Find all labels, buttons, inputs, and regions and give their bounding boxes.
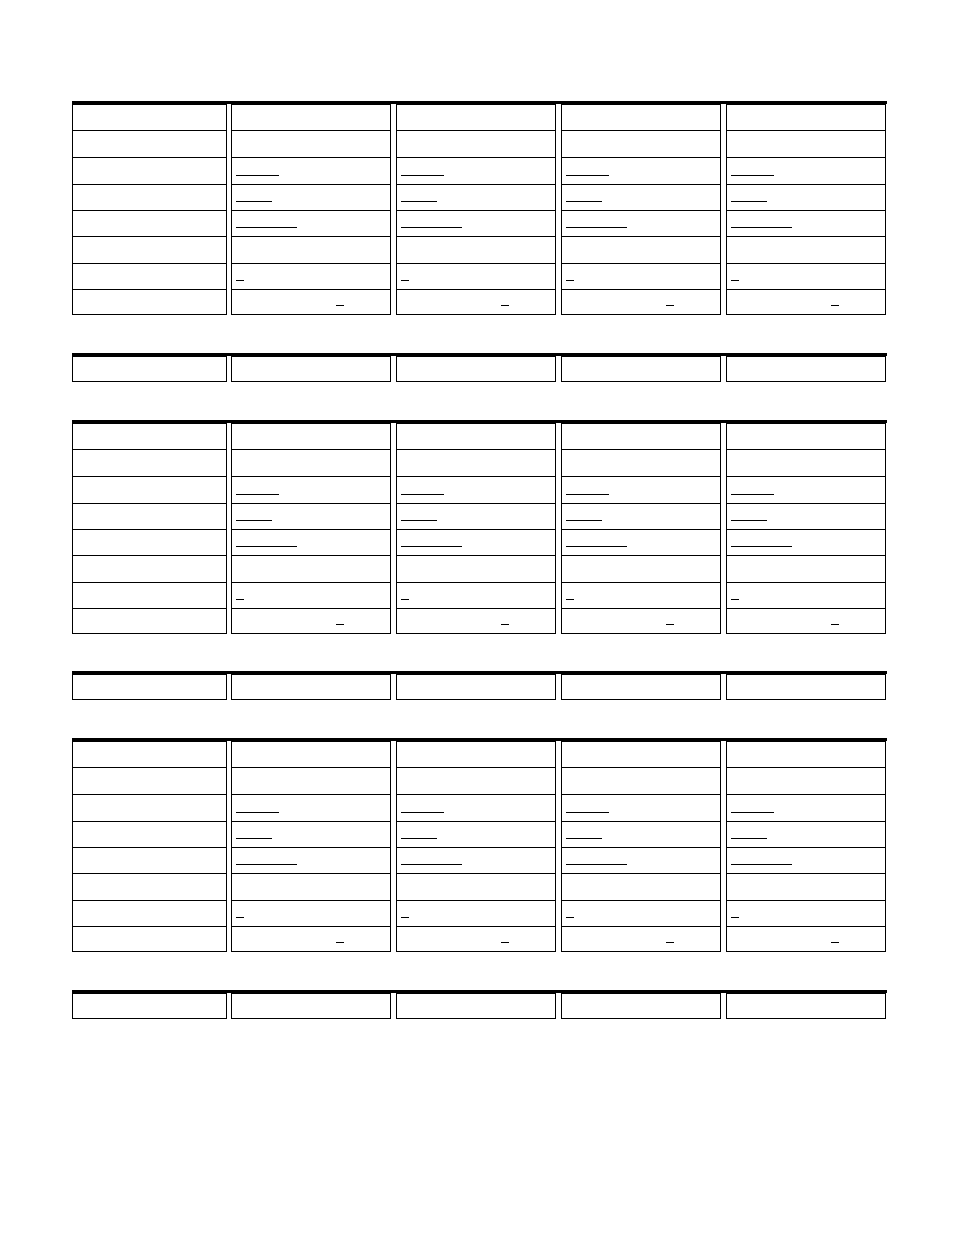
form-field-cell[interactable] (726, 993, 886, 1019)
row-label-cell (72, 130, 227, 158)
form-field-cell[interactable] (396, 821, 556, 848)
form-field-cell[interactable] (396, 130, 556, 158)
row-label-cell (72, 821, 227, 848)
blank-underline (566, 520, 602, 521)
blank-underline (731, 227, 792, 228)
form-field-cell[interactable] (396, 503, 556, 530)
form-field-cell[interactable] (231, 582, 391, 609)
form-field-cell[interactable] (231, 900, 391, 927)
blank-underline (731, 201, 767, 202)
form-field-cell[interactable] (726, 157, 886, 185)
form-field-cell[interactable] (561, 582, 721, 609)
form-field-cell[interactable] (726, 529, 886, 556)
row-label-cell (72, 356, 227, 382)
row-label-cell (72, 555, 227, 583)
form-field-cell[interactable] (726, 900, 886, 927)
blank-underline (236, 227, 297, 228)
form-table (72, 420, 887, 633)
form-table (72, 738, 887, 951)
blank-underline (401, 175, 444, 176)
form-field-cell[interactable] (396, 210, 556, 237)
form-field-cell[interactable] (396, 356, 556, 382)
row-label-cell (72, 767, 227, 795)
form-field-cell[interactable] (561, 476, 721, 504)
blank-underline (401, 520, 437, 521)
blank-underline (336, 305, 344, 306)
form-field-cell[interactable] (396, 794, 556, 822)
form-field-cell[interactable] (561, 263, 721, 290)
form-table (72, 990, 887, 1018)
form-field-cell[interactable] (231, 157, 391, 185)
form-field-cell[interactable] (396, 582, 556, 609)
blank-underline (236, 520, 272, 521)
blank-underline (731, 175, 774, 176)
form-field-cell[interactable] (726, 356, 886, 382)
blank-underline (831, 624, 839, 625)
row-label-cell (72, 449, 227, 477)
blank-underline (566, 599, 574, 600)
form-field-cell[interactable] (561, 130, 721, 158)
row-label-cell (72, 926, 227, 952)
row-label-cell (72, 263, 227, 290)
form-field-cell[interactable] (561, 449, 721, 477)
blank-underline (236, 175, 279, 176)
row-label-cell (72, 582, 227, 609)
form-field-cell[interactable] (561, 767, 721, 795)
form-field-cell[interactable] (726, 184, 886, 211)
blank-underline (501, 942, 509, 943)
form-field-cell[interactable] (561, 608, 721, 634)
blank-underline (401, 812, 444, 813)
form-field-cell[interactable] (561, 423, 721, 450)
blank-underline (236, 917, 244, 918)
form-field-cell[interactable] (231, 104, 391, 131)
blank-underline (401, 599, 409, 600)
form-field-cell[interactable] (231, 608, 391, 634)
form-field-cell[interactable] (726, 582, 886, 609)
form-field-cell[interactable] (726, 873, 886, 901)
blank-underline (501, 305, 509, 306)
form-field-cell[interactable] (231, 210, 391, 237)
form-field-cell[interactable] (231, 926, 391, 952)
form-field-cell[interactable] (231, 503, 391, 530)
row-label-cell (72, 503, 227, 530)
row-label-cell (72, 741, 227, 768)
form-field-cell[interactable] (231, 476, 391, 504)
form-field-cell[interactable] (561, 236, 721, 264)
blank-underline (236, 280, 244, 281)
row-label-cell (72, 847, 227, 874)
row-label-cell (72, 423, 227, 450)
form-field-cell[interactable] (231, 236, 391, 264)
form-field-cell[interactable] (561, 993, 721, 1019)
blank-underline (566, 864, 627, 865)
row-label-cell (72, 157, 227, 185)
form-field-cell[interactable] (396, 608, 556, 634)
form-field-cell[interactable] (726, 741, 886, 768)
form-field-cell[interactable] (396, 104, 556, 131)
blank-underline (731, 838, 767, 839)
form-field-cell[interactable] (231, 289, 391, 315)
blank-underline (501, 624, 509, 625)
form-field-cell[interactable] (396, 449, 556, 477)
form-field-cell[interactable] (561, 794, 721, 822)
blank-underline (566, 280, 574, 281)
blank-underline (566, 838, 602, 839)
form-field-cell[interactable] (396, 157, 556, 185)
form-field-cell[interactable] (726, 130, 886, 158)
blank-underline (236, 812, 279, 813)
blank-underline (401, 280, 409, 281)
form-field-cell[interactable] (396, 847, 556, 874)
blank-underline (401, 917, 409, 918)
blank-underline (566, 546, 627, 547)
blank-underline (401, 201, 437, 202)
form-field-cell[interactable] (396, 289, 556, 315)
form-table (72, 101, 887, 314)
form-field-cell[interactable] (561, 157, 721, 185)
form-field-cell[interactable] (726, 767, 886, 795)
form-field-cell[interactable] (231, 449, 391, 477)
blank-underline (731, 546, 792, 547)
blank-underline (566, 812, 609, 813)
blank-underline (401, 494, 444, 495)
row-label-cell (72, 993, 227, 1019)
blank-underline (566, 917, 574, 918)
form-field-cell[interactable] (561, 741, 721, 768)
row-label-cell (72, 674, 227, 700)
blank-underline (336, 942, 344, 943)
row-label-cell (72, 210, 227, 237)
row-label-cell (72, 794, 227, 822)
form-field-cell[interactable] (726, 555, 886, 583)
form-field-cell[interactable] (396, 263, 556, 290)
form-field-cell[interactable] (396, 555, 556, 583)
row-label-cell (72, 476, 227, 504)
form-field-cell[interactable] (561, 210, 721, 237)
form-field-cell[interactable] (231, 821, 391, 848)
blank-underline (731, 494, 774, 495)
blank-underline (401, 546, 462, 547)
form-field-cell[interactable] (726, 503, 886, 530)
form-field-cell[interactable] (396, 529, 556, 556)
blank-underline (401, 227, 462, 228)
form-field-cell[interactable] (561, 529, 721, 556)
form-field-cell[interactable] (396, 900, 556, 927)
form-field-cell[interactable] (726, 476, 886, 504)
blank-underline (831, 942, 839, 943)
form-field-cell[interactable] (396, 184, 556, 211)
blank-underline (401, 864, 462, 865)
blank-underline (731, 917, 739, 918)
blank-underline (666, 942, 674, 943)
row-label-cell (72, 900, 227, 927)
form-field-cell[interactable] (561, 184, 721, 211)
blank-underline (666, 624, 674, 625)
row-label-cell (72, 608, 227, 634)
form-field-cell[interactable] (396, 423, 556, 450)
form-table (72, 671, 887, 699)
form-field-cell[interactable] (231, 767, 391, 795)
form-field-cell[interactable] (396, 873, 556, 901)
blank-underline (236, 201, 272, 202)
form-field-cell[interactable] (231, 130, 391, 158)
form-field-cell[interactable] (726, 236, 886, 264)
blank-underline (401, 838, 437, 839)
blank-underline (731, 864, 792, 865)
blank-underline (731, 280, 739, 281)
form-field-cell[interactable] (726, 926, 886, 952)
form-field-cell[interactable] (726, 210, 886, 237)
blank-underline (731, 599, 739, 600)
form-field-cell[interactable] (396, 993, 556, 1019)
form-field-cell[interactable] (231, 873, 391, 901)
form-field-cell[interactable] (726, 794, 886, 822)
form-field-cell[interactable] (561, 847, 721, 874)
row-label-cell (72, 529, 227, 556)
blank-underline (731, 520, 767, 521)
form-field-cell[interactable] (726, 104, 886, 131)
form-field-cell[interactable] (231, 423, 391, 450)
blank-underline (236, 546, 297, 547)
blank-underline (236, 864, 297, 865)
row-label-cell (72, 236, 227, 264)
row-label-cell (72, 873, 227, 901)
form-field-cell[interactable] (561, 926, 721, 952)
form-field-cell[interactable] (726, 674, 886, 700)
form-field-cell[interactable] (726, 289, 886, 315)
form-field-cell[interactable] (231, 555, 391, 583)
form-field-cell[interactable] (726, 608, 886, 634)
form-field-cell[interactable] (231, 529, 391, 556)
form-field-cell[interactable] (231, 356, 391, 382)
form-field-cell[interactable] (396, 767, 556, 795)
form-field-cell[interactable] (561, 873, 721, 901)
form-field-cell[interactable] (561, 900, 721, 927)
blank-underline (566, 201, 602, 202)
blank-underline (236, 838, 272, 839)
form-field-cell[interactable] (231, 184, 391, 211)
blank-underline (236, 494, 279, 495)
form-field-cell[interactable] (561, 555, 721, 583)
row-label-cell (72, 104, 227, 131)
form-table (72, 353, 887, 381)
form-field-cell[interactable] (396, 926, 556, 952)
blank-underline (336, 624, 344, 625)
blank-underline (566, 175, 609, 176)
form-field-cell[interactable] (396, 236, 556, 264)
form-field-cell[interactable] (561, 356, 721, 382)
blank-underline (566, 494, 609, 495)
form-field-cell[interactable] (231, 263, 391, 290)
blank-underline (566, 227, 627, 228)
form-field-cell[interactable] (396, 741, 556, 768)
form-field-cell[interactable] (231, 794, 391, 822)
form-field-cell[interactable] (726, 821, 886, 848)
blank-underline (831, 305, 839, 306)
form-field-cell[interactable] (231, 741, 391, 768)
form-field-cell[interactable] (561, 674, 721, 700)
form-field-cell[interactable] (396, 674, 556, 700)
form-field-cell[interactable] (396, 476, 556, 504)
form-field-cell[interactable] (726, 263, 886, 290)
form-field-cell[interactable] (231, 847, 391, 874)
form-field-cell[interactable] (561, 821, 721, 848)
form-field-cell[interactable] (561, 104, 721, 131)
blank-underline (236, 599, 244, 600)
form-field-cell[interactable] (726, 449, 886, 477)
form-field-cell[interactable] (561, 289, 721, 315)
form-field-cell[interactable] (231, 993, 391, 1019)
form-field-cell[interactable] (726, 423, 886, 450)
form-field-cell[interactable] (231, 674, 391, 700)
form-field-cell[interactable] (561, 503, 721, 530)
blank-underline (666, 305, 674, 306)
row-label-cell (72, 289, 227, 315)
blank-underline (731, 812, 774, 813)
form-field-cell[interactable] (726, 847, 886, 874)
row-label-cell (72, 184, 227, 211)
